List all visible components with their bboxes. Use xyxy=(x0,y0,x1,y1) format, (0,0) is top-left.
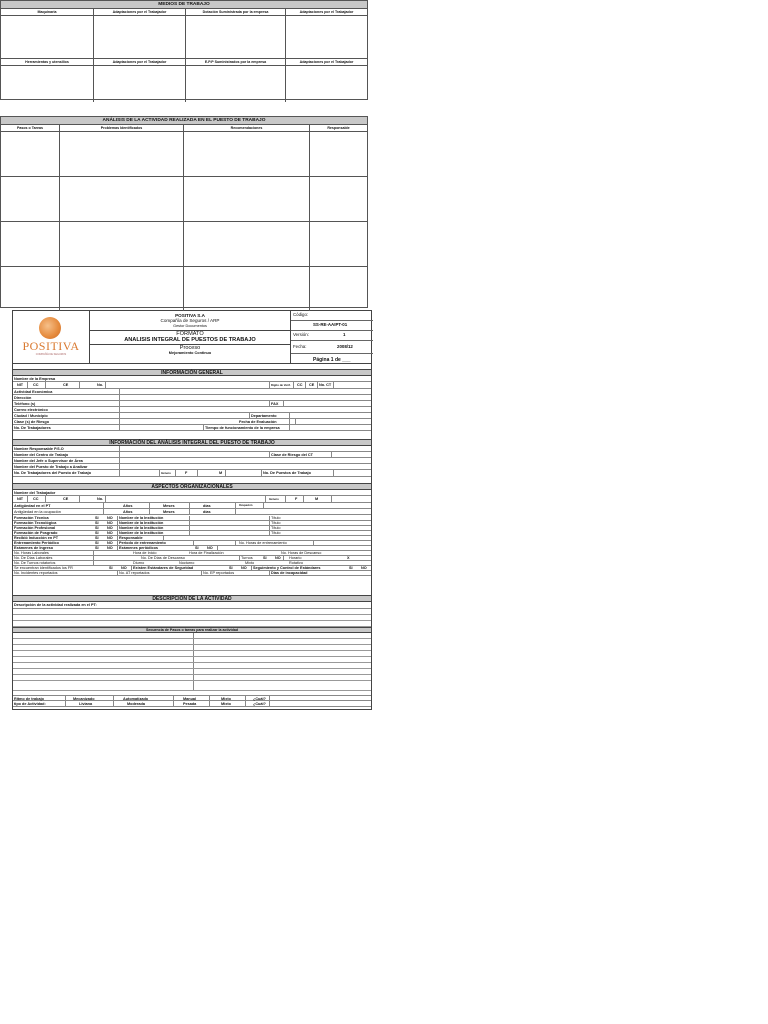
version-value: 1 xyxy=(343,332,346,337)
label-periodic-training: Entrenamiento Periódico xyxy=(14,541,59,545)
title-1: Título xyxy=(271,521,281,525)
medios-header-1 xyxy=(1,9,367,16)
label-years-1: Años xyxy=(123,504,133,508)
format-title: ANALISIS INTEGRAL DE PUESTOS DE TRABAJO xyxy=(124,337,256,344)
medios-h2-3: Adaptaciones por el Trabajador xyxy=(285,59,367,65)
id-cc: CC xyxy=(33,383,39,387)
row-worker-id xyxy=(13,496,371,503)
label-formation-0: Formación Técnica xyxy=(14,516,49,520)
analisis-h-3: Responsable xyxy=(309,125,367,131)
analisis-h-2: Recomendaciones xyxy=(183,125,309,131)
si-pt: SI xyxy=(95,541,99,545)
logo-tagline: COMPAÑÍA DE SEGUROS xyxy=(35,353,67,356)
rhythm-opt-2: Manual xyxy=(183,697,197,701)
label-breaks: No. Horas de Descanso xyxy=(281,551,322,555)
label-x: X xyxy=(347,556,350,560)
label-department: Departamento xyxy=(251,414,277,418)
si-ind: SI xyxy=(95,536,99,540)
process-label: Proceso xyxy=(179,345,201,352)
label-induction: Recibió Inducción en PT xyxy=(14,536,59,540)
label-responsible: Nombre Responsable P.S.O xyxy=(14,447,64,451)
label-months-2: Meses xyxy=(163,510,175,514)
code-label: Código: xyxy=(293,312,309,317)
si-pe: SI xyxy=(195,546,199,550)
si-ss: SI xyxy=(229,566,233,570)
process-value: Mejoramiento Continuo xyxy=(168,351,212,356)
org-id-ce: CE xyxy=(63,497,69,501)
medios-h1-3: Adaptaciones por el Trabajador xyxy=(285,9,367,15)
type-opt-2: Pesada xyxy=(183,702,197,706)
no-ind: NO xyxy=(107,536,113,540)
label-worker-name: Nombre del Trabajador xyxy=(14,491,56,495)
medios-title: MEDIOS DE TRABAJO xyxy=(1,1,367,9)
rhythm-opt-1: Automatizado xyxy=(123,697,149,701)
label-formation-3: Formación de Posgrado xyxy=(14,531,58,535)
analysis-sheet xyxy=(0,0,368,308)
label-ep-reported: No. EP reportados xyxy=(203,571,235,575)
analisis-table xyxy=(0,116,368,308)
row-workers xyxy=(13,425,371,431)
id-ce: CE xyxy=(63,383,69,387)
label-incidents: No. Incidentes reportados xyxy=(14,571,58,575)
section-integral-title: INFORMACIÓN DEL ANÁLISIS INTEGRAL DEL PUESTO DE TRABAJO xyxy=(13,439,371,446)
rhythm-opt-4: ¿Cuál? xyxy=(253,697,266,701)
logo-text: POSITIVA xyxy=(22,339,80,353)
page-label: Página 1 de ___ xyxy=(313,357,351,363)
label-fax: FAX xyxy=(271,402,279,406)
row-description xyxy=(13,602,371,609)
blank-line xyxy=(13,681,371,691)
no-1: NO xyxy=(107,521,113,525)
id2-cc: CC xyxy=(297,383,303,387)
medios-table xyxy=(0,0,368,100)
medios-body-2 xyxy=(1,66,367,102)
si-2: SI xyxy=(95,526,99,530)
label-work-center: Nombre del Centro de Trabajo xyxy=(14,453,69,457)
analisis-row xyxy=(1,267,367,311)
analisis-header xyxy=(1,125,367,132)
id-no: No. xyxy=(97,383,104,387)
no-ri: NO xyxy=(121,566,127,570)
no-pe: NO xyxy=(207,546,213,550)
inst-1: Nombre de la Institución xyxy=(119,521,164,525)
label-job-name: Nombre del Puesto de Trabajo a Analizar xyxy=(14,465,88,469)
label-phone: Teléfono (s) xyxy=(14,402,36,406)
si-ee: SI xyxy=(95,546,99,550)
label-start-time: Hora de Inicio xyxy=(133,551,157,555)
label-days-1: días xyxy=(203,504,211,508)
no-0: NO xyxy=(107,516,113,520)
label-day: Diurno xyxy=(133,561,145,565)
label-work-days: No. De Días Laborales xyxy=(14,556,53,560)
row-company-id xyxy=(13,382,371,389)
medios-h2-1: Adaptaciones por el Trabajador xyxy=(93,59,185,65)
label-workers: No. De Trabajadores xyxy=(14,426,51,430)
org-id-nit: NIT xyxy=(17,497,24,501)
analisis-row xyxy=(1,177,367,222)
code-value: SS-RE-AAIPT-01 xyxy=(313,322,348,327)
id2-ce: CE xyxy=(309,383,315,387)
label-economic-activity: Actividad Económica xyxy=(14,390,53,394)
label-at-reported: No. AT reportados xyxy=(119,571,150,575)
no-sh: NO xyxy=(275,556,281,560)
id2-noct: No. CT xyxy=(319,383,332,387)
label-periodic-exams: Exámenes periódicos xyxy=(119,546,159,550)
label-entry-exams: Exámenes de Ingreso xyxy=(14,546,54,550)
label-formation-2: Formación Profesional xyxy=(14,526,56,530)
label-shift-count: No. De Turnos rotatorios xyxy=(14,561,56,565)
analisis-h-1: Problemas Identificados xyxy=(59,125,183,131)
org-gender: Género xyxy=(269,497,279,501)
title-2: Título xyxy=(271,526,281,530)
label-seniority-occ: Antigüedad en la ocupación xyxy=(14,510,61,514)
title-3: Título xyxy=(271,531,281,535)
id-nit: NIT xyxy=(17,383,24,387)
label-night: Nocturno xyxy=(179,561,195,565)
label-company-name: Nombre de la Empresa xyxy=(14,377,56,381)
row-incidents xyxy=(13,571,371,576)
si-3: SI xyxy=(95,531,99,535)
medios-h2-2: E.P.P Suministrados por la empresa xyxy=(185,59,285,65)
label-compliance: Seguimiento y Control de Estándares xyxy=(253,566,321,570)
no-pt: NO xyxy=(107,541,113,545)
label-shifts: Turnos xyxy=(241,556,253,560)
section-org-title: ASPECTOS ORGANIZACIONALES xyxy=(13,483,371,490)
digit-label: Dígito de Verif. xyxy=(271,383,291,387)
org-m: M xyxy=(315,497,319,501)
label-description: Descripción de la actividad realizada en el PT: xyxy=(14,603,97,607)
label-disability-days: Días de incapacidad xyxy=(271,571,308,575)
label-rotating: Rotativo xyxy=(289,561,303,565)
version-label: Versión: xyxy=(293,332,309,337)
medios-h1-0: Maquinaria xyxy=(37,10,57,14)
label-years-2: Años xyxy=(123,510,133,514)
label-end-time: Hora de Finalización xyxy=(189,551,224,555)
no-ee: NO xyxy=(107,546,113,550)
label-risks-identified: Se encuentran identificados los FR xyxy=(14,566,73,570)
form-header xyxy=(13,311,371,364)
medios-body-1 xyxy=(1,16,367,59)
label-address: Dirección xyxy=(14,396,32,400)
rhythm-opt-3: Mixto xyxy=(221,697,231,701)
label-m: M xyxy=(219,471,223,475)
analisis-row xyxy=(1,222,367,267)
label-org-responsible: Responsable xyxy=(119,536,143,540)
section-general-title: INFORMACIÓN GENERAL xyxy=(13,369,371,376)
label-city: Ciudad / Municipio xyxy=(14,414,48,418)
no-cp: NO xyxy=(361,566,367,570)
label-training-hours: No. Horas de entrenamiento xyxy=(239,541,287,545)
si-0: SI xyxy=(95,516,99,520)
header-meta xyxy=(291,311,373,363)
label-schedule: Horario xyxy=(289,556,302,560)
row-activity-type xyxy=(13,701,371,707)
row-seniority-occ xyxy=(13,509,371,515)
label-rest-days: No. De Días de Descanso xyxy=(141,556,185,560)
label-activity-type: tipo de Actividad: xyxy=(14,702,46,706)
label-operating-time: Tiempo de funcionamiento de la empresa xyxy=(205,426,280,430)
label-seniority-pt: Antigüedad en el PT xyxy=(14,504,51,508)
format-label: FORMATO xyxy=(176,331,204,338)
row-job-workers xyxy=(13,470,371,477)
section-activity-title: DESCRIPCIÓN DE LA ACTIVIDAD xyxy=(13,595,371,602)
header-center xyxy=(90,311,291,363)
label-months-1: Meses xyxy=(163,504,175,508)
label-risk-class: Clase (s) de Riesgo xyxy=(14,420,50,424)
label-email: Correo electrónico xyxy=(14,408,48,412)
org-f: F xyxy=(295,497,298,501)
analisis-h-0: Pasos o Tareas xyxy=(16,126,44,130)
company-logo xyxy=(13,311,90,363)
medios-h2-0: Herramientas y utensilios xyxy=(25,60,69,64)
rhythm-opt-0: Mecanizado xyxy=(73,697,95,701)
sequence-title: Secuencia de Pasos o tareas para realizar la actividad xyxy=(13,627,371,633)
sun-icon xyxy=(39,317,61,339)
label-formation-1: Formación Tecnológica xyxy=(14,521,57,525)
type-opt-0: Liviana xyxy=(79,702,93,706)
date-value: 2008/12 xyxy=(337,344,353,349)
analisis-title: ANÁLISIS DE LA ACTIVIDAD REALIZADA EN EL PUESTO DE TRABAJO xyxy=(1,117,367,125)
inst-3: Nombre de la Institución xyxy=(119,531,164,535)
no-3: NO xyxy=(107,531,113,535)
title-0: Título xyxy=(271,516,281,520)
doc-manager: Gestor Documentos xyxy=(173,323,207,328)
inst-2: Nombre de la Institución xyxy=(119,526,164,530)
si-ri: SI xyxy=(109,566,113,570)
label-eval-date: Fecha de Evaluación xyxy=(239,420,277,424)
company-sub: Compañía de Seguros / ARP xyxy=(160,318,220,324)
si-sh: SI xyxy=(263,556,267,560)
label-work-rhythm: Ritmo de trabajo xyxy=(14,697,44,701)
org-id-no: No. xyxy=(97,497,104,501)
analisis-row xyxy=(1,132,367,177)
type-opt-1: Moderada xyxy=(127,702,145,706)
medios-h1-1: Adaptaciones por el Trabajador xyxy=(93,9,185,15)
org-id-cc: CC xyxy=(33,497,39,501)
label-safety-standards: Existen Estándares de Seguridad xyxy=(133,566,194,570)
label-area-chief: Nombre del Jefe o Supervisor de Área xyxy=(14,459,83,463)
no-ss: NO xyxy=(241,566,247,570)
type-opt-3: Mixto xyxy=(221,702,231,706)
medios-header-2 xyxy=(1,59,367,66)
label-days-2: días xyxy=(203,510,211,514)
medios-h1-2: Dotación Suministrada por la empresa xyxy=(185,9,285,15)
si-cp: SI xyxy=(349,566,353,570)
label-job-workers: No. De Trabajadores del Puesto de Trabajo xyxy=(14,471,92,475)
label-training-period: Periodo de entrenamiento xyxy=(119,541,166,545)
label-position: Ocupación xyxy=(239,504,253,507)
si-1: SI xyxy=(95,521,99,525)
label-gender: Género xyxy=(161,471,171,475)
label-mixed: Mixto xyxy=(245,561,255,565)
label-job-count: No. De Puestos de Trabajo xyxy=(263,471,311,475)
label-risk-class-ct: Clase de Riesgo del CT xyxy=(271,453,313,457)
label-f: F xyxy=(185,471,188,475)
label-work-hours: No. Horas Laborales xyxy=(14,551,49,555)
inst-0: Nombre de la Institución xyxy=(119,516,164,520)
format-sheet xyxy=(12,310,372,710)
company-name: POSITIVA S.A xyxy=(175,313,205,318)
type-opt-4: ¿Cuál? xyxy=(253,702,266,706)
date-label: Fecha: xyxy=(293,344,307,349)
no-2: NO xyxy=(107,526,113,530)
